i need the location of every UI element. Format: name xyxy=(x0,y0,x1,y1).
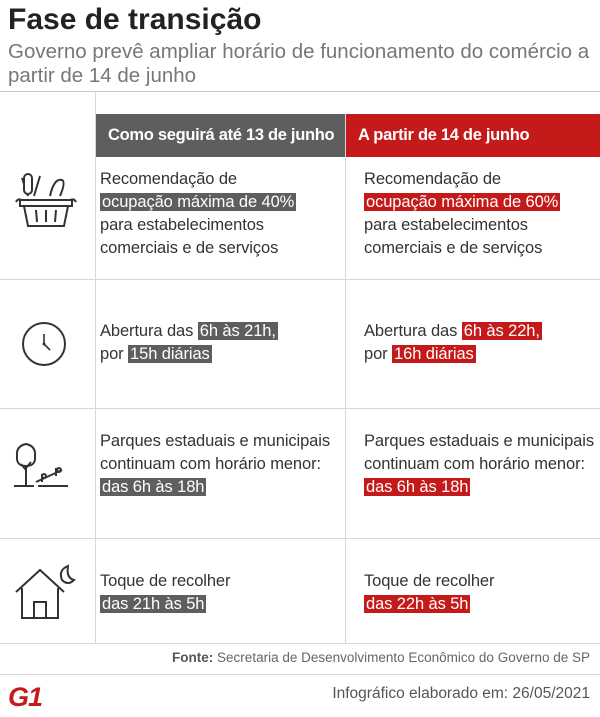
row-4-new: Toque de recolher das 22h às 5h xyxy=(364,572,495,613)
row-1-current: Recomendação de ocupação máxima de 40% para estabelecimentos comerciais e de serviços xyxy=(100,170,295,257)
highlight-current-hours: 6h às 21h, xyxy=(199,322,276,340)
row-divider xyxy=(0,279,600,280)
footer-divider xyxy=(0,674,600,675)
highlight-current-daily: 15h diárias xyxy=(130,345,210,363)
source-note: Fonte: Secretaria de Desenvolvimento Econômico do Governo de SP xyxy=(172,650,590,665)
icon-column-divider xyxy=(95,91,96,643)
house-moon-icon xyxy=(12,562,76,622)
footer-divider xyxy=(0,643,600,644)
column-header-new: A partir de 14 de junho xyxy=(346,114,600,157)
row-2-current: Abertura das 6h às 21h, por 15h diárias xyxy=(100,322,276,363)
highlight-current-parks: das 6h às 18h xyxy=(102,478,205,496)
page-title: Fase de transição xyxy=(8,3,262,36)
clock-icon xyxy=(20,320,68,368)
row-4-current: Toque de recolher das 21h às 5h xyxy=(100,572,231,613)
highlight-current-occupancy: ocupação máxima de 40% xyxy=(102,193,295,211)
row-3-current: Parques estaduais e municipais continuam com horário menor: das 6h às 18h xyxy=(100,432,330,496)
row-divider xyxy=(0,408,600,409)
highlight-new-curfew: das 22h às 5h xyxy=(366,595,469,613)
row-3-new: Parques estaduais e municipais continuam com horário menor: das 6h às 18h xyxy=(364,432,594,496)
column-divider xyxy=(345,113,346,643)
highlight-new-daily: 16h diárias xyxy=(394,345,474,363)
highlight-current-curfew: das 21h às 5h xyxy=(102,595,205,613)
row-1-new: Recomendação de ocupação máxima de 60% para estabelecimentos comerciais e de serviços xyxy=(364,170,559,257)
row-divider xyxy=(0,538,600,539)
g1-logo: G1 xyxy=(8,682,43,712)
infographic-date: Infográfico elaborado em: 26/05/2021 xyxy=(332,685,590,702)
row-2-new: Abertura das 6h às 22h, por 16h diárias xyxy=(364,322,540,363)
park-icon xyxy=(12,438,72,490)
column-header-current: Como seguirá até 13 de junho xyxy=(96,114,345,157)
shopping-basket-icon xyxy=(14,172,78,230)
highlight-new-hours: 6h às 22h, xyxy=(463,322,540,340)
highlight-new-occupancy: ocupação máxima de 60% xyxy=(366,193,559,211)
highlight-new-parks: das 6h às 18h xyxy=(366,478,469,496)
page-subtitle: Governo prevê ampliar horário de funcionamento do comércio a partir de 14 de junho xyxy=(8,40,590,87)
top-divider xyxy=(0,91,600,92)
